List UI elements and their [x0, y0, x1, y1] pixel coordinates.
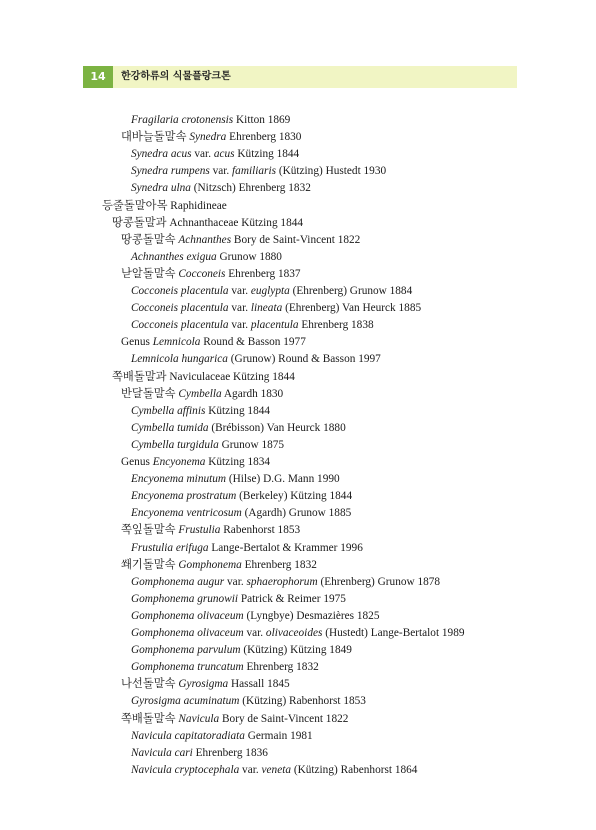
taxon-line [121, 232, 360, 249]
scientific-name: Gyrosigma acuminatum [131, 695, 240, 708]
line-text: Kützing 1834 [205, 456, 271, 468]
line-text: 쪽배돌말속 [121, 712, 179, 725]
scientific-name: Navicula capitatoradiata [131, 729, 245, 742]
scientific-name: lineata [250, 302, 283, 315]
taxon-line [121, 454, 270, 471]
taxon-line [131, 163, 386, 180]
taxon-line [121, 711, 348, 728]
line-text: (Kützing) Rabenhorst 1853 [239, 695, 366, 708]
line-text: var. [209, 165, 233, 178]
line-text: (Kützing) Hustedt 1930 [276, 165, 387, 178]
line-text: 쪽잎돌말속 [121, 524, 179, 537]
line-text: Ehrenberg 1837 [225, 267, 301, 280]
line-text: Bory de Saint-Vincent 1822 [231, 233, 361, 246]
line-text: (Berkeley) Kützing 1844 [236, 490, 353, 503]
line-text: var. [191, 148, 214, 161]
line-text: var. [228, 302, 251, 315]
line-text: (Ehrenberg) Grunow 1878 [317, 575, 441, 588]
line-text: var. [239, 763, 262, 776]
line-text: Germain 1981 [244, 729, 313, 742]
taxon-line [112, 369, 295, 386]
taxon-line [131, 437, 284, 454]
scientific-name: Synedra rumpens [131, 165, 210, 178]
taxon-line [121, 129, 301, 146]
taxon-line [131, 112, 290, 129]
line-text: Ehrenberg 1830 [226, 131, 302, 144]
line-text: 쪽배돌말과 Naviculaceae Kützing 1844 [112, 370, 295, 383]
taxon-line [131, 146, 299, 163]
taxon-line [121, 386, 283, 403]
scientific-name: Encyonema prostratum [131, 490, 237, 503]
line-text: (Kützing) Rabenhorst 1864 [291, 763, 418, 776]
scientific-name: euglypta [250, 285, 290, 297]
line-text: Ehrenberg 1838 [298, 319, 374, 332]
scientific-name: Cocconeis [178, 267, 226, 280]
line-text: 나선돌말속 [121, 678, 179, 691]
taxon-line [131, 420, 346, 437]
taxon-line [121, 522, 300, 539]
scientific-name: Cocconeis placentula [131, 319, 229, 332]
line-text: (Lyngbye) Desmazières 1825 [243, 609, 380, 622]
scientific-name: Cymbella tumida [131, 421, 209, 434]
taxon-line [131, 471, 340, 488]
line-text: Agardh 1830 [221, 387, 284, 400]
line-text: (Brébisson) Van Heurck 1880 [208, 421, 346, 434]
line-text: Ehrenberg 1832 [243, 661, 319, 674]
taxon-line [121, 676, 290, 693]
taxon-line [131, 659, 319, 676]
line-text: Ehrenberg 1836 [192, 746, 268, 759]
line-text: (Ehrenberg) Van Heurck 1885 [282, 302, 422, 315]
taxon-line [131, 540, 363, 557]
line-text: Kützing 1844 [205, 404, 271, 417]
line-text: Grunow 1880 [216, 250, 282, 263]
taxon-line [131, 300, 421, 317]
taxon-line [121, 557, 317, 574]
scientific-name: Gomphonema augur [131, 575, 225, 588]
taxon-line [131, 591, 346, 608]
scientific-name: acus [213, 148, 235, 161]
taxon-line [112, 215, 303, 232]
line-text: Kitton 1869 [233, 114, 291, 126]
scientific-name: Fragilaria crotonensis [131, 114, 234, 126]
taxon-line [131, 762, 417, 779]
scientific-name: Navicula [178, 712, 220, 725]
line-text: Grunow 1875 [218, 438, 285, 451]
taxon-line [131, 180, 311, 197]
scientific-name: veneta [261, 763, 291, 776]
line-text: (Grunow) Round & Basson 1997 [227, 353, 381, 366]
scientific-name: Cocconeis placentula [131, 285, 229, 297]
scientific-name: Cymbella turgidula [131, 438, 219, 451]
taxon-line [131, 351, 381, 368]
scientific-name: Navicula cryptocephala [131, 763, 240, 776]
scientific-name: Gomphonema grunowii [131, 592, 239, 605]
taxon-line [131, 608, 379, 625]
line-text: Genus [121, 456, 153, 468]
scientific-name: Navicula cari [131, 746, 193, 759]
running-title: 한강하류의 식물플랑크톤 [121, 71, 231, 82]
taxon-line [131, 642, 352, 659]
scientific-name: Cocconeis placentula [131, 302, 229, 315]
scientific-name: Gomphonema olivaceum [131, 609, 244, 622]
scientific-name: Achnanthes [178, 233, 232, 246]
taxon-line [131, 745, 268, 762]
scientific-name: Encyonema minutum [131, 473, 227, 486]
taxon-line [131, 317, 374, 334]
line-text: (Nitzsch) Ehrenberg 1832 [190, 182, 311, 195]
page-number: 14 [83, 66, 113, 88]
scientific-name: Gomphonema [178, 558, 242, 571]
scientific-name: Gomphonema parvulum [131, 644, 241, 657]
line-text: 땅콩돌말과 Achnanthaceae Kützing 1844 [112, 216, 304, 229]
taxon-line [131, 488, 352, 505]
line-text: Kützing 1844 [234, 148, 300, 161]
line-text: 대바늘돌말속 [121, 131, 190, 144]
taxon-line [131, 505, 351, 522]
taxon-line [131, 693, 366, 710]
taxon-line [131, 283, 412, 300]
page-header [83, 66, 517, 88]
line-text: Genus [121, 336, 153, 349]
line-text: Bory de Saint-Vincent 1822 [219, 712, 349, 725]
scientific-name: Gomphonema olivaceum [131, 627, 244, 639]
scientific-name: Synedra [189, 131, 227, 144]
taxon-line [131, 625, 465, 642]
taxon-line [121, 266, 301, 283]
line-text: var. [243, 627, 266, 639]
scientific-name: Gyrosigma [178, 678, 229, 691]
scientific-name: olivaceoides [265, 627, 323, 639]
scientific-name: Gomphonema truncatum [131, 661, 244, 674]
line-text: (Hustedt) Lange-Bertalot 1989 [322, 627, 465, 639]
line-text: var. [224, 575, 247, 588]
line-text: Ehrenberg 1832 [241, 558, 317, 571]
scientific-name: placentula [250, 319, 299, 332]
taxon-line [121, 334, 306, 351]
scientific-name: Synedra ulna [131, 182, 191, 195]
line-text: 등줄돌말아목 Raphidineae [102, 199, 227, 212]
line-text: (Hilse) D.G. Mann 1990 [226, 473, 340, 486]
taxon-line [102, 198, 227, 215]
scientific-name: Lemnicola [152, 336, 201, 349]
scientific-name: sphaerophorum [246, 575, 318, 588]
line-text: Patrick & Reimer 1975 [238, 592, 346, 605]
line-text: Rabenhorst 1853 [220, 524, 301, 537]
taxon-line [131, 728, 313, 745]
line-text: var. [228, 285, 251, 297]
scientific-name: Cymbella affinis [131, 404, 206, 417]
line-text: Lange-Bertalot & Krammer 1996 [208, 541, 363, 554]
line-text: var. [228, 319, 251, 332]
scientific-name: Lemnicola hungarica [131, 353, 228, 366]
scientific-name: Synedra acus [131, 148, 192, 161]
scientific-name: Achnanthes exigua [131, 250, 217, 263]
line-text: 낟알돌말속 [121, 267, 179, 280]
taxon-line [131, 403, 270, 420]
line-text: (Agardh) Grunow 1885 [241, 507, 352, 520]
scientific-name: Frustulia [178, 524, 221, 537]
taxon-line [131, 249, 282, 266]
scientific-name: familiaris [232, 165, 276, 178]
line-text: 반달돌말속 [121, 387, 179, 400]
scientific-name: Encyonema ventricosum [131, 507, 242, 520]
line-text: (Ehrenberg) Grunow 1884 [289, 285, 413, 297]
line-text: Round & Basson 1977 [200, 336, 306, 349]
line-text: (Kützing) Kützing 1849 [240, 644, 352, 657]
scientific-name: Cymbella [178, 387, 222, 400]
taxon-line [131, 574, 440, 591]
scientific-name: Frustulia erifuga [131, 541, 209, 554]
scientific-name: Encyonema [152, 456, 206, 468]
line-text: 땅콩돌말속 [121, 233, 179, 246]
line-text: Hassall 1845 [228, 678, 290, 691]
line-text: 쐐기돌말속 [121, 558, 179, 571]
